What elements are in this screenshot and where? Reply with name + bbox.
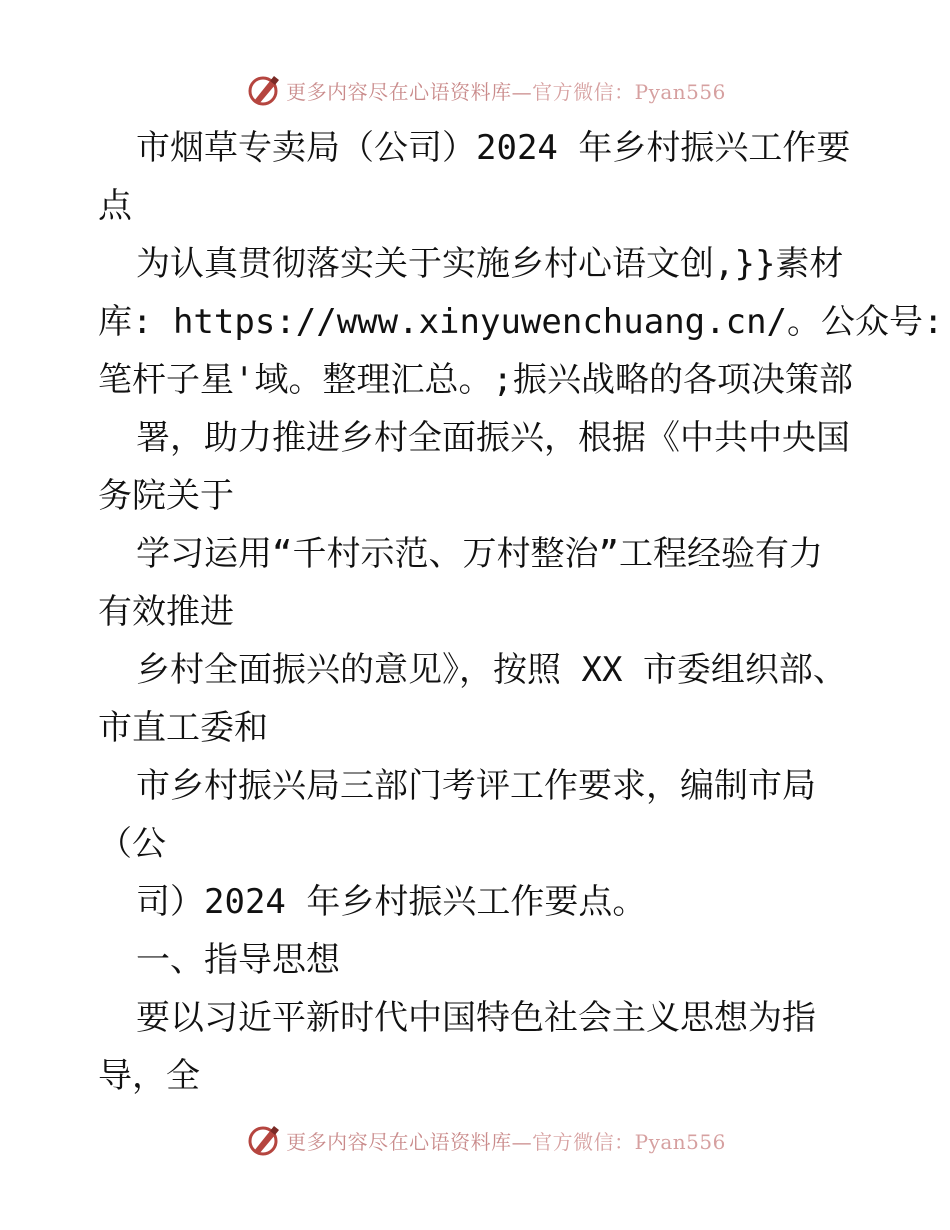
body-line-1: 市烟草专卖局（公司）2024 年乡村振兴工作要: [136, 128, 851, 168]
footer-watermark-banner: [0, 1120, 950, 1160]
body-line-16: 要以习近平新时代中国特色社会主义思想为指: [136, 998, 816, 1038]
body-line-3: 为认真贯彻落实关于实施乡村心语文创,}}素材: [136, 244, 844, 284]
body-line-5: 笔杆子星'域。整理汇总。;振兴战略的各项决策部: [98, 360, 853, 400]
body-line-4: 库: https://www.xinyuwenchuang.cn/。公众号:: [98, 302, 944, 342]
pen-logo-icon: [248, 73, 282, 107]
body-line-14: 司）2024 年乡村振兴工作要点。: [136, 882, 647, 922]
body-line-10: 乡村全面振兴的意见》，按照 XX 市委组织部、: [136, 650, 847, 690]
footer-banner-label: 更多内容尽在心语资料库—: [286, 1129, 533, 1154]
header-banner-label: 更多内容尽在心语资料库—: [286, 79, 533, 104]
body-line-2: 点: [98, 186, 132, 226]
footer-banner-contact: 官方微信：Pyan556: [532, 1129, 726, 1154]
header-banner-text: [286, 76, 726, 105]
header-watermark-banner: [0, 70, 950, 110]
body-line-9: 有效推进: [98, 592, 234, 632]
body-line-7: 务院关于: [98, 476, 234, 516]
footer-banner-text: [286, 1126, 726, 1155]
header-banner-content: [248, 73, 726, 107]
body-line-6: 署，助力推进乡村全面振兴，根据《中共中央国: [136, 418, 850, 458]
section-heading: 一、指导思想: [136, 940, 340, 980]
body-line-17: 导，全: [98, 1056, 200, 1096]
body-line-8: 学习运用“千村示范、万村整治”工程经验有力: [136, 534, 823, 574]
footer-banner-content: [248, 1123, 726, 1157]
body-line-11: 市直工委和: [98, 708, 268, 748]
pen-logo-icon: [248, 1123, 282, 1157]
header-banner-contact: 官方微信：Pyan556: [532, 79, 726, 104]
body-line-12: 市乡村振兴局三部门考评工作要求，编制市局: [136, 766, 816, 806]
body-line-13: （公: [98, 824, 166, 864]
